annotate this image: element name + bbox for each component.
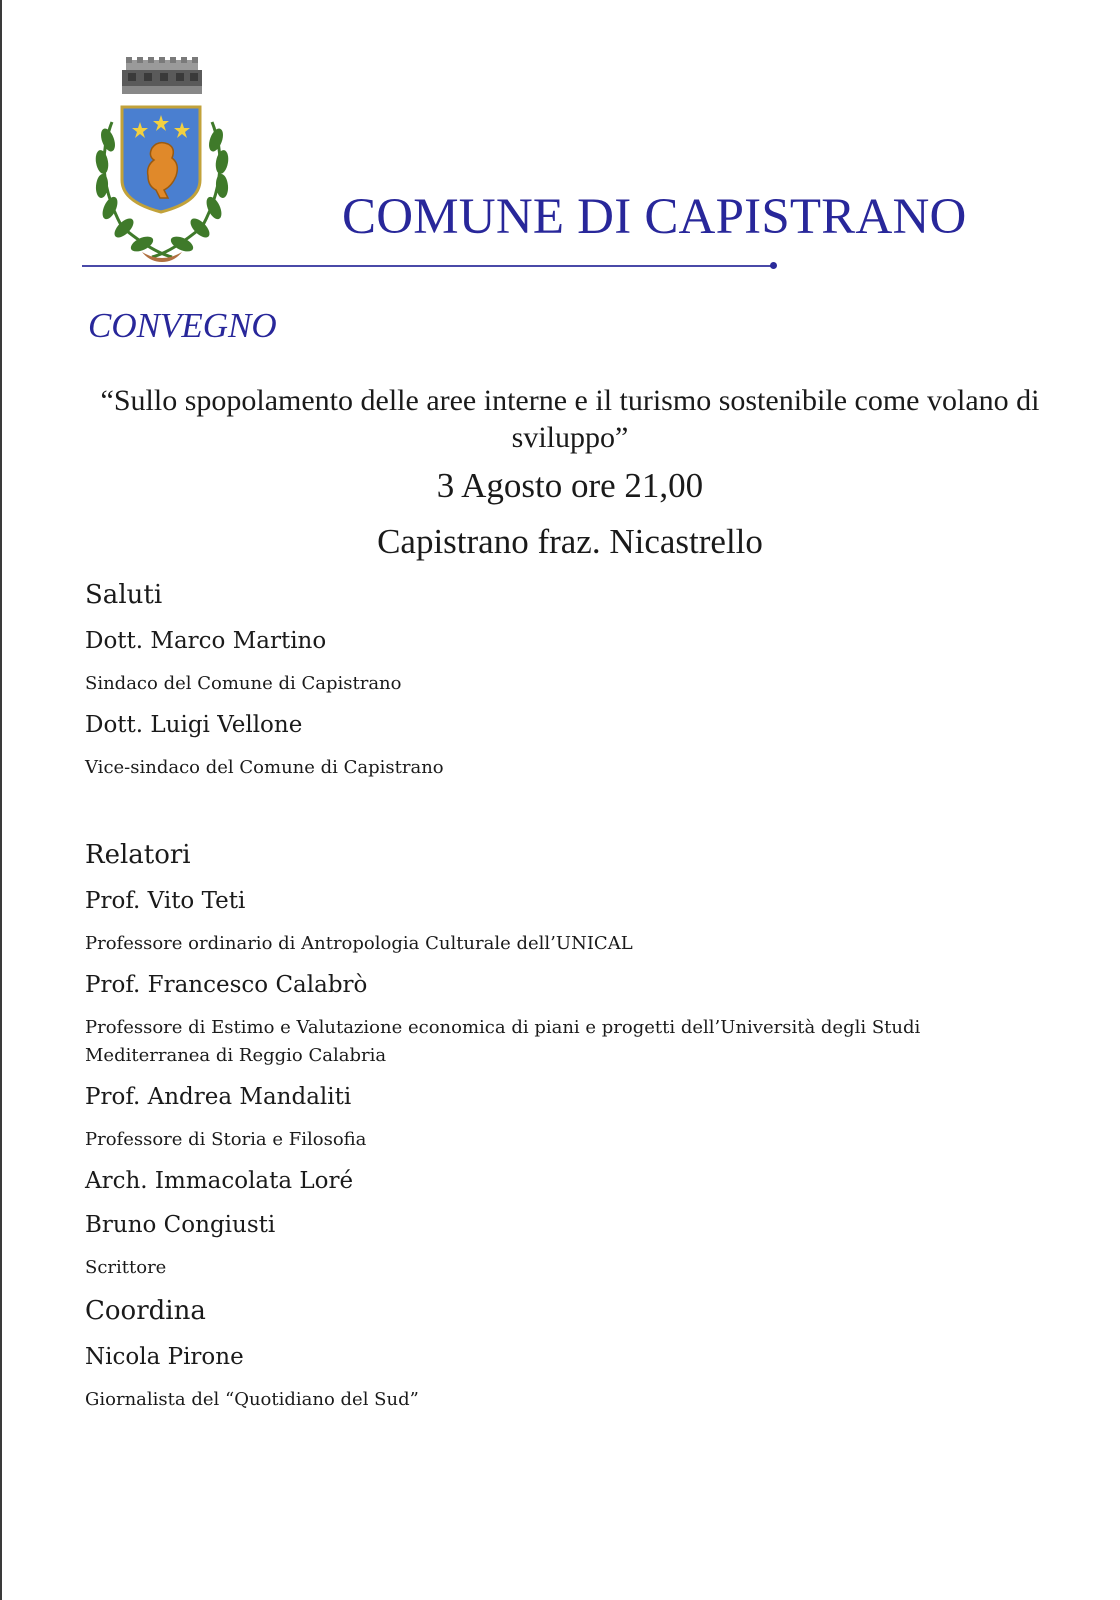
page-edge-line [0, 0, 2, 1600]
speaker-name: Arch. Immacolata Loré [85, 1168, 354, 1194]
speaker-role: Professore ordinario di Antropologia Culturale dell’UNICAL [85, 933, 633, 954]
event-type-heading: CONVEGNO [88, 306, 277, 345]
section-heading-relatori: Relatori [85, 840, 191, 870]
speaker-role: Scrittore [85, 1257, 167, 1278]
speaker-role: Professore di Storia e Filosofia [85, 1129, 367, 1150]
section-heading-coordina: Coordina [85, 1296, 206, 1326]
event-subtitle: “Sullo spopolamento delle aree interne e il turismo sostenibile come volano di sviluppo” [100, 384, 1040, 454]
event-place: Capistrano fraz. Nicastrello [377, 522, 763, 561]
speaker-name: Bruno Congiusti [85, 1212, 276, 1238]
page-title: COMUNE DI CAPISTRANO [342, 189, 967, 245]
crown-icon [122, 57, 202, 94]
coat-of-arms-icon [82, 52, 242, 267]
speaker-role: Sindaco del Comune di Capistrano [85, 673, 402, 694]
speaker-name: Dott. Marco Martino [85, 628, 327, 654]
header-divider [82, 265, 774, 267]
speaker-name: Nicola Pirone [85, 1344, 244, 1370]
speaker-name: Prof. Francesco Calabrò [85, 972, 368, 998]
event-date: 3 Agosto ore 21,00 [436, 466, 704, 505]
section-heading-saluti: Saluti [85, 580, 163, 610]
header-divider-dot [770, 262, 777, 269]
speaker-name: Prof. Vito Teti [85, 888, 246, 914]
speaker-name: Dott. Luigi Vellone [85, 712, 303, 738]
speaker-role: Vice-sindaco del Comune di Capistrano [85, 757, 444, 778]
speaker-name: Prof. Andrea Mandaliti [85, 1084, 352, 1110]
speaker-role: Giornalista del “Quotidiano del Sud” [85, 1389, 419, 1410]
speaker-role: Professore di Estimo e Valutazione economica di piani e progetti dell’Università degli Studi Mediterranea di Reggio Calabria [85, 1017, 921, 1066]
